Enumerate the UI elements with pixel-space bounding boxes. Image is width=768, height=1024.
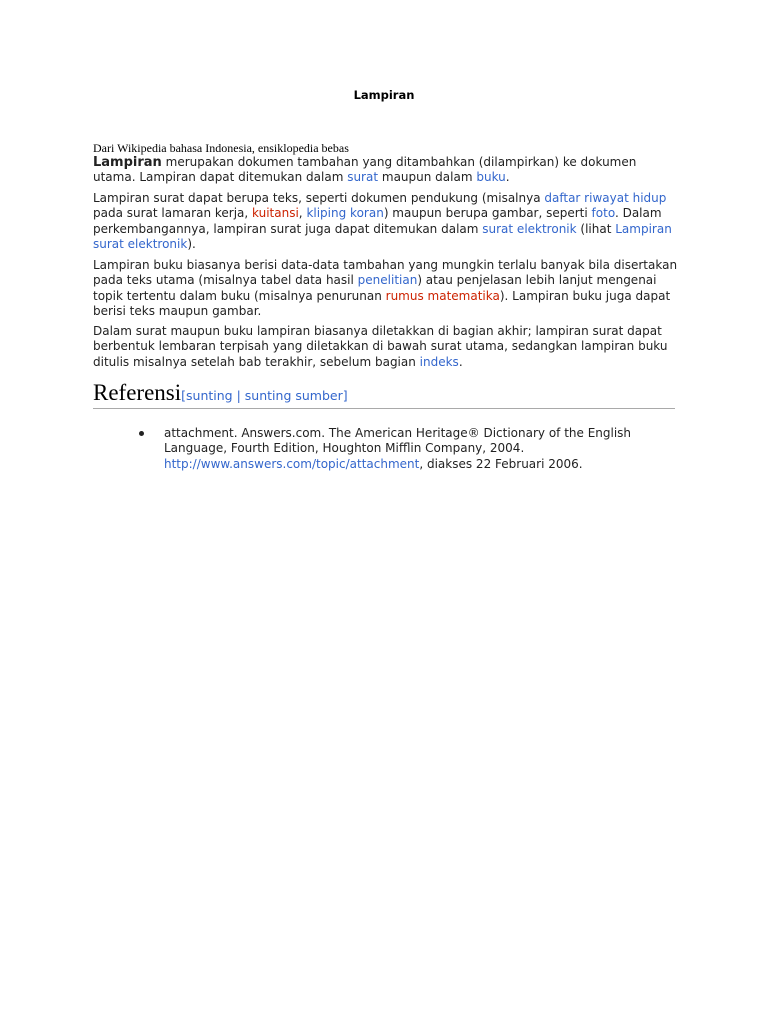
edit-section-link[interactable]: sunting (186, 388, 233, 403)
paragraph-text: ) atau penjelasan lebih lanjut mengenai topik tertentu dalam buku (misalnya penurunan (93, 273, 657, 303)
paragraph-text: Lampiran surat dapat berupa teks, seperti dokumen pendukung (misalnya (93, 191, 545, 205)
link-penelitian[interactable]: penelitian (357, 273, 418, 288)
bracket-close: ] (342, 388, 348, 403)
paragraph-letak-lampiran (93, 324, 678, 370)
source-line: Dari Wikipedia bahasa Indonesia, ensiklopedia bebas (93, 141, 349, 155)
link-kuitansi[interactable]: kuitansi (252, 206, 299, 221)
lead-term: Lampiran (93, 155, 162, 170)
edit-section-links (181, 388, 347, 403)
paragraph-text: ). Lampiran buku juga dapat berisi teks maupun gambar. (93, 288, 671, 318)
edit-source-link[interactable]: sunting sumber (244, 388, 343, 403)
paragraph-text: pada surat lamaran kerja, (93, 206, 253, 221)
paragraph-lampiran-surat (93, 191, 678, 252)
reference-text: , diakses 22 Februari 2006. (419, 456, 583, 471)
link-surat[interactable]: surat (347, 170, 379, 185)
paragraph-lampiran-buku (93, 258, 678, 319)
link-lampiran-surat-elektronik[interactable]: Lampiran surat elektronik (93, 221, 672, 251)
paragraph-text: Lampiran buku biasanya berisi data-data tambahan yang mungkin terlalu banyak bila disertakan pada teks utama (misalnya tabel data hasil (93, 258, 678, 288)
section-heading-text: Referensi (93, 380, 182, 405)
reference-item (164, 426, 644, 472)
paragraph-text: merupakan dokumen tambahan yang ditambahkan (dilampirkan) ke dokumen utama. Lampiran dapat ditemukan dalam (93, 155, 637, 185)
link-surat-elektronik[interactable]: surat elektronik (482, 221, 577, 236)
link-kliping-koran[interactable]: kliping koran (306, 206, 384, 221)
link-daftar-riwayat-hidup[interactable]: daftar riwayat hidup (544, 191, 667, 205)
edit-separator: | (232, 388, 245, 403)
reference-url-link[interactable]: http://www.answers.com/topic/attachment (164, 456, 420, 471)
reference-list (164, 426, 644, 472)
link-buku[interactable]: buku (476, 170, 506, 185)
bullet-icon (139, 431, 144, 436)
paragraph-text: Dalam surat maupun buku lampiran biasanya diletakkan di bagian akhir; lampiran surat dapat berbentuk lembaran terpisah yang diletakkan di bawah surat utama, sedangkan lampiran buku ditulis misalnya setelah bab terakhir, sebelum bagian (93, 324, 668, 369)
link-foto[interactable]: foto (591, 206, 615, 221)
paragraph-text: . Dalam perkembangannya, lampiran surat juga dapat ditemukan dalam (93, 206, 662, 236)
paragraph-text: ). (187, 236, 196, 251)
paragraph-text: maupun dalam (378, 170, 477, 185)
paragraph-text: (lihat (576, 221, 616, 236)
paragraph-intro (93, 155, 678, 186)
paragraph-text: . (458, 354, 463, 369)
paragraph-text: ) maupun berupa gambar, seperti (383, 206, 592, 221)
link-rumus-matematika[interactable]: rumus matematika (385, 288, 500, 303)
page-title: Lampiran (353, 88, 415, 102)
reference-text: attachment. Answers.com. The American Heritage® Dictionary of the English Language, Fourth Edition, Houghton Mifflin Company, 2004. (164, 426, 632, 456)
link-indeks[interactable]: indeks (419, 354, 459, 369)
section-heading-referensi (93, 380, 675, 409)
paragraph-text: . (505, 170, 510, 185)
bracket-open: [ (181, 388, 187, 403)
paragraph-text: , (298, 206, 307, 221)
